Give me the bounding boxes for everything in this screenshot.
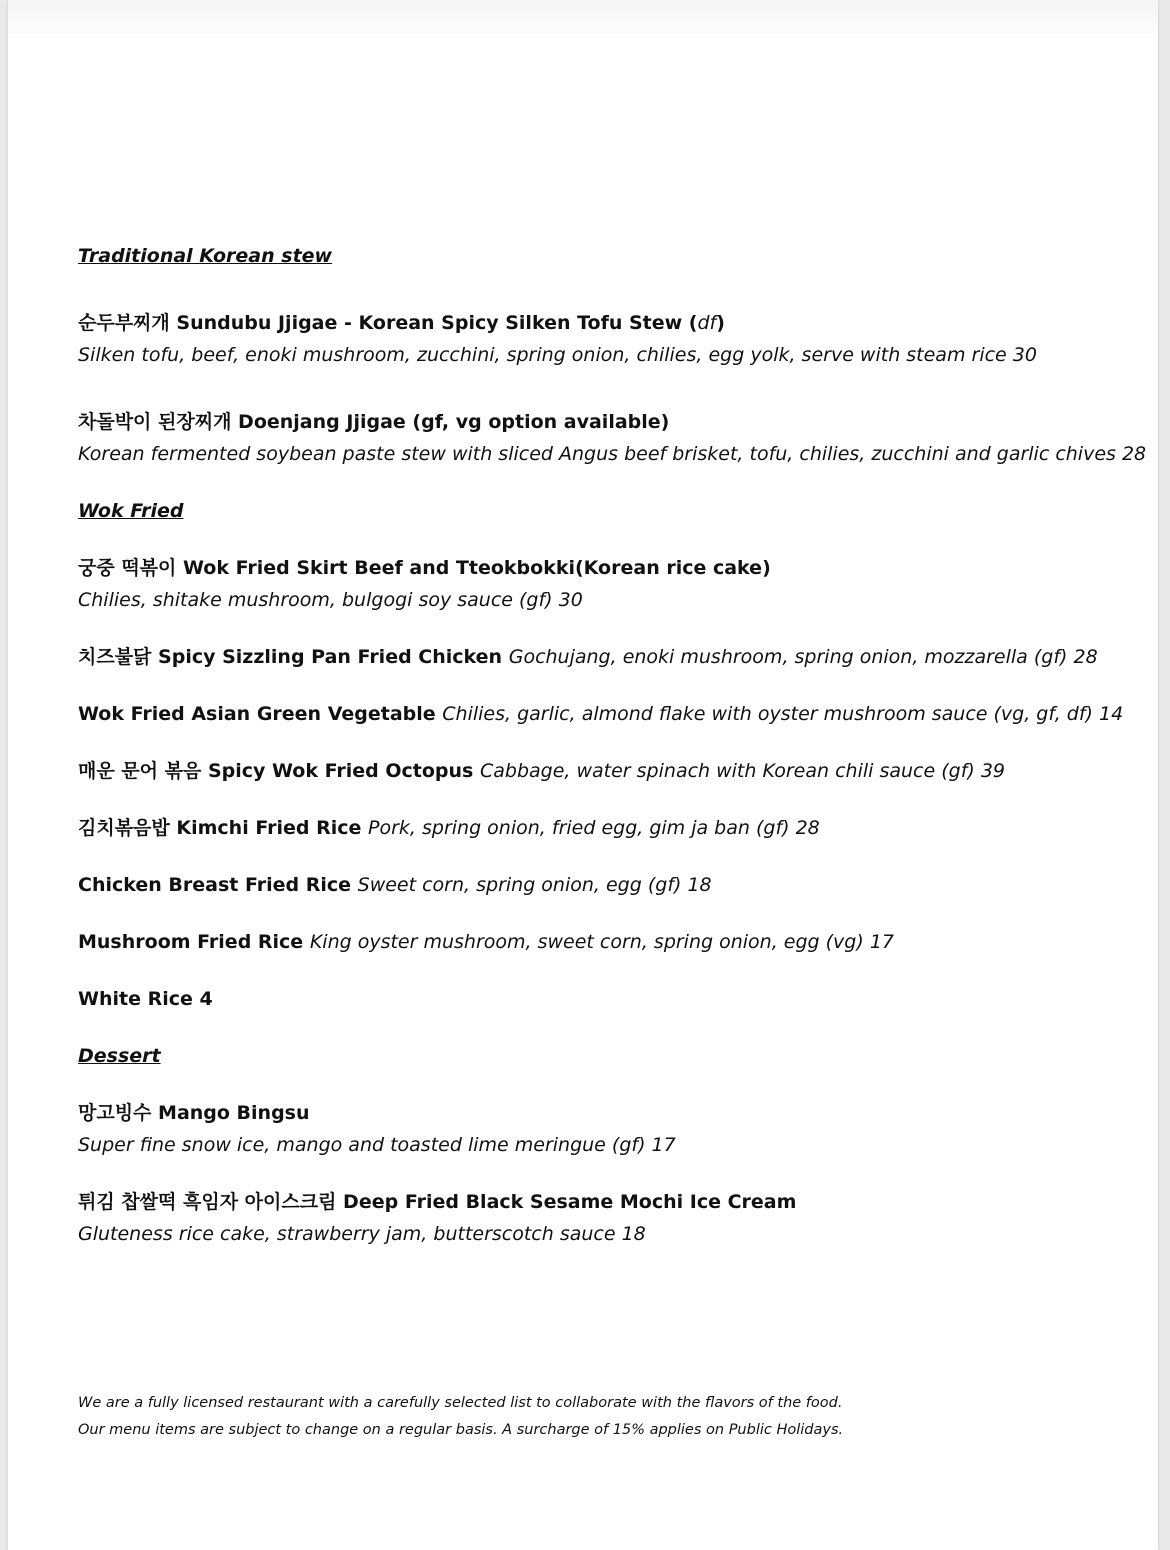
item-description: Silken tofu, beef, enoki mushroom, zucchini, spring onion, chilies, egg yolk, serve with steam rice 30 — [78, 344, 1037, 366]
footer-line-license: We are a fully licensed restaurant with a carefully selected list to collaborate with the flavors of the food. — [78, 1395, 843, 1411]
item-name: Mushroom Fried Rice — [78, 931, 304, 953]
menu-footer-note — [78, 1390, 843, 1444]
menu-item-chicken — [78, 641, 1138, 673]
section-title-stew: Traditional Korean stew — [78, 245, 333, 267]
page-top-shade — [8, 0, 1158, 40]
menu-item-doenjang — [78, 406, 1147, 470]
menu-item-sundubu — [78, 307, 1138, 371]
item-description: Chilies, shitake mushroom, bulgogi soy sauce (gf) 30 — [78, 589, 583, 611]
item-name: 튀김 찹쌀떡 흑임자 아이스크림 Deep Fried Black Sesame Mochi Ice Cream — [78, 1191, 797, 1213]
section-title-dessert: Dessert — [78, 1045, 161, 1067]
menu-item-mushroom-rice — [78, 926, 1138, 958]
menu-page — [8, 0, 1158, 1550]
menu-content — [78, 240, 1147, 1250]
item-name-end: ) — [716, 312, 725, 334]
menu-item-chicken-rice — [78, 869, 1138, 901]
item-description: Chilies, garlic, almond flake with oyster mushroom sauce (vg, gf, df) 14 — [442, 703, 1124, 725]
item-name: 순두부찌개 Sundubu Jjigae - Korean Spicy Silken Tofu Stew ( — [78, 312, 698, 334]
item-name: 매운 문어 볶음 Spicy Wok Fried Octopus — [78, 760, 474, 782]
menu-item-kimchi-rice — [78, 812, 1138, 844]
item-description: Korean fermented soybean paste stew with sliced Angus beef brisket, tofu, chilies, zucchini and garlic chives 28 — [78, 443, 1147, 465]
menu-item-mochi — [78, 1186, 1138, 1250]
item-name: Chicken Breast Fried Rice — [78, 874, 352, 896]
item-name: 궁중 떡볶이 Wok Fried Skirt Beef and Tteokbokki(Korean rice cake) — [78, 557, 771, 579]
menu-item-bingsu — [78, 1097, 1138, 1161]
menu-item-octopus — [78, 755, 1138, 787]
item-description: Sweet corn, spring onion, egg (gf) 18 — [357, 874, 712, 896]
item-name: 망고빙수 Mango Bingsu — [78, 1102, 310, 1124]
item-description: Cabbage, water spinach with Korean chili sauce (gf) 39 — [479, 760, 1006, 782]
footer-line-surcharge: Our menu items are subject to change on a regular basis. A surcharge of 15% applies on Public Holidays. — [78, 1422, 844, 1438]
item-description: Pork, spring onion, fried egg, gim ja ban (gf) 28 — [368, 817, 820, 839]
item-name: Wok Fried Asian Green Vegetable — [78, 703, 436, 725]
item-description: Gochujang, enoki mushroom, spring onion, mozzarella (gf) 28 — [508, 646, 1098, 668]
menu-item-white-rice: White Rice 4 — [78, 988, 213, 1010]
item-name: 차돌박이 된장찌개 Doenjang Jjigae (gf, vg option available) — [78, 411, 670, 433]
item-description: Super fine snow ice, mango and toasted lime meringue (gf) 17 — [78, 1134, 676, 1156]
menu-item-tteokbokki — [78, 552, 1138, 616]
item-tag: df — [697, 312, 717, 334]
item-name: 김치볶음밥 Kimchi Fried Rice — [78, 817, 362, 839]
item-description: Gluteness rice cake, strawberry jam, butterscotch sauce 18 — [78, 1223, 646, 1245]
item-name: 치즈불닭 Spicy Sizzling Pan Fried Chicken — [78, 646, 503, 668]
section-title-wok: Wok Fried — [78, 500, 184, 522]
menu-item-green-vegetable — [78, 698, 1138, 730]
item-description: King oyster mushroom, sweet corn, spring onion, egg (vg) 17 — [309, 931, 894, 953]
